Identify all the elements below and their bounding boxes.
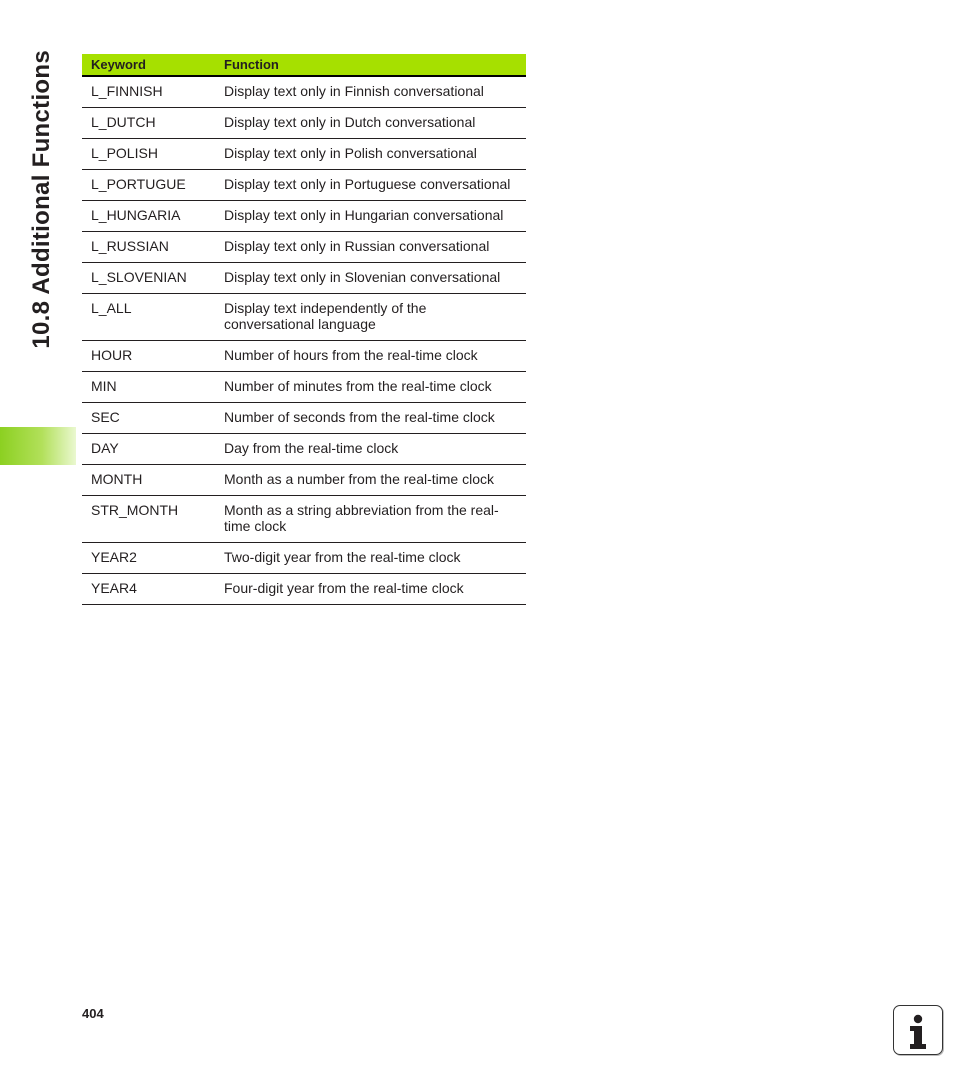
table-row bbox=[82, 108, 526, 139]
keyword-cell: MIN bbox=[82, 372, 215, 403]
function-cell: Display text only in Finnish conversational bbox=[215, 76, 526, 108]
keyword-cell: STR_MONTH bbox=[82, 496, 215, 543]
keyword-cell: DAY bbox=[82, 434, 215, 465]
header-keyword: Keyword bbox=[82, 54, 215, 76]
info-icon bbox=[893, 1005, 943, 1055]
section-tab-marker bbox=[0, 427, 76, 465]
table-row bbox=[82, 543, 526, 574]
function-cell: Number of minutes from the real-time clock bbox=[215, 372, 526, 403]
table-header-row bbox=[82, 54, 526, 76]
keyword-cell: L_SLOVENIAN bbox=[82, 263, 215, 294]
table-row bbox=[82, 496, 526, 543]
function-cell: Number of hours from the real-time clock bbox=[215, 341, 526, 372]
function-cell: Four-digit year from the real-time clock bbox=[215, 574, 526, 605]
keyword-cell: L_DUTCH bbox=[82, 108, 215, 139]
keyword-cell: MONTH bbox=[82, 465, 215, 496]
keyword-cell: YEAR4 bbox=[82, 574, 215, 605]
table-row bbox=[82, 434, 526, 465]
info-glyph bbox=[894, 1006, 942, 1054]
function-cell: Display text only in Slovenian conversational bbox=[215, 263, 526, 294]
function-cell: Day from the real-time clock bbox=[215, 434, 526, 465]
table-row bbox=[82, 341, 526, 372]
keyword-cell: YEAR2 bbox=[82, 543, 215, 574]
function-cell: Month as a number from the real-time clock bbox=[215, 465, 526, 496]
function-cell: Month as a string abbreviation from the real-time clock bbox=[215, 496, 526, 543]
keyword-cell: L_POLISH bbox=[82, 139, 215, 170]
keyword-cell: SEC bbox=[82, 403, 215, 434]
keyword-cell: L_ALL bbox=[82, 294, 215, 341]
function-cell: Display text only in Portuguese conversational bbox=[215, 170, 526, 201]
table-row bbox=[82, 139, 526, 170]
header-function: Function bbox=[215, 54, 526, 76]
section-title: 10.8 Additional Functions bbox=[28, 50, 55, 349]
keyword-cell: L_PORTUGUE bbox=[82, 170, 215, 201]
table-row bbox=[82, 201, 526, 232]
keyword-cell: L_HUNGARIA bbox=[82, 201, 215, 232]
table-row bbox=[82, 372, 526, 403]
function-cell: Display text independently of the conversational language bbox=[215, 294, 526, 341]
keyword-cell: L_RUSSIAN bbox=[82, 232, 215, 263]
keyword-table bbox=[82, 54, 526, 605]
table-row bbox=[82, 170, 526, 201]
table-row bbox=[82, 294, 526, 341]
function-cell: Display text only in Russian conversational bbox=[215, 232, 526, 263]
function-cell: Display text only in Hungarian conversational bbox=[215, 201, 526, 232]
table-row bbox=[82, 465, 526, 496]
function-cell: Two-digit year from the real-time clock bbox=[215, 543, 526, 574]
page-number: 404 bbox=[82, 1006, 104, 1021]
function-cell: Display text only in Dutch conversational bbox=[215, 108, 526, 139]
table-row bbox=[82, 574, 526, 605]
function-cell: Display text only in Polish conversational bbox=[215, 139, 526, 170]
section-title-vertical bbox=[18, 50, 66, 370]
function-cell: Number of seconds from the real-time clock bbox=[215, 403, 526, 434]
table-row bbox=[82, 232, 526, 263]
table-row bbox=[82, 403, 526, 434]
keyword-cell: L_FINNISH bbox=[82, 76, 215, 108]
table-row bbox=[82, 76, 526, 108]
keyword-cell: HOUR bbox=[82, 341, 215, 372]
table-row bbox=[82, 263, 526, 294]
